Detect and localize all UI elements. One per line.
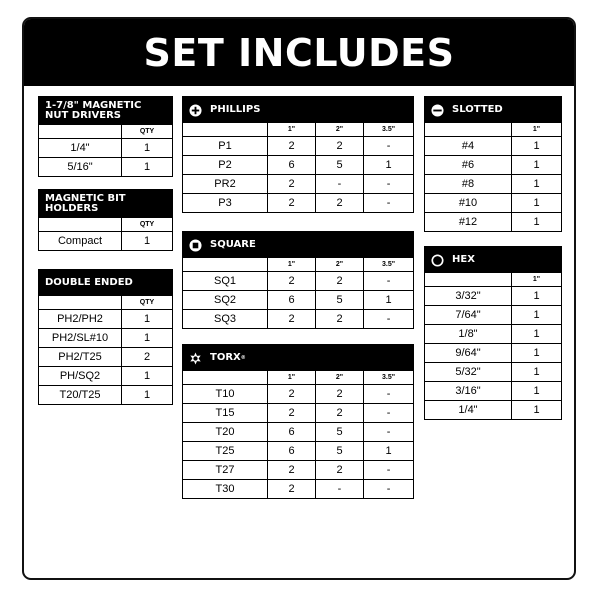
col-header: 1"	[512, 273, 562, 287]
bit-qty: 2	[316, 194, 364, 213]
slotted-title: SLOTTED	[452, 104, 503, 115]
table-row	[39, 367, 173, 386]
table-row	[425, 213, 562, 232]
bit-qty: 5	[316, 442, 364, 461]
table-row	[183, 272, 414, 291]
table-row	[425, 156, 562, 175]
bit-qty: 1	[364, 156, 414, 175]
bit-qty: 1	[512, 344, 562, 363]
bit-name: P3	[183, 194, 268, 213]
bit-qty: 1	[512, 156, 562, 175]
bit-qty: 6	[268, 291, 316, 310]
bit-name: #6	[425, 156, 512, 175]
table-row	[39, 232, 173, 251]
nut-drivers-table	[38, 96, 173, 177]
slotted-icon	[431, 104, 444, 117]
phillips-table	[182, 96, 414, 213]
table-row	[183, 310, 414, 329]
bit-name: T27	[183, 461, 268, 480]
bit-qty: 1	[512, 325, 562, 344]
bit-qty: 2	[316, 272, 364, 291]
bit-qty: 2	[316, 310, 364, 329]
table-row	[183, 291, 414, 310]
phillips-icon	[189, 104, 202, 117]
bit-qty: 5	[316, 423, 364, 442]
square-table	[182, 231, 414, 329]
item-name: T20/T25	[39, 386, 122, 405]
item-name: PH2/T25	[39, 348, 122, 367]
bit-qty: 2	[316, 137, 364, 156]
torx-title: TORX	[210, 352, 241, 363]
bit-qty: 6	[268, 423, 316, 442]
table-row	[425, 306, 562, 325]
bit-qty: 1	[512, 306, 562, 325]
item-qty: 1	[122, 232, 173, 251]
bit-name: 9/64"	[425, 344, 512, 363]
item-qty: 2	[122, 348, 173, 367]
table-row	[183, 480, 414, 499]
item-name: 1/4"	[39, 139, 122, 158]
bit-name: T30	[183, 480, 268, 499]
bit-qty: 2	[268, 385, 316, 404]
bit-qty: 2	[268, 272, 316, 291]
bit-name: SQ2	[183, 291, 268, 310]
item-name: PH/SQ2	[39, 367, 122, 386]
banner-title: SET INCLUDES	[143, 30, 455, 75]
table-row	[425, 401, 562, 420]
bit-name: 3/32"	[425, 287, 512, 306]
table-row	[39, 348, 173, 367]
bit-qty: -	[364, 480, 414, 499]
bit-qty: 2	[268, 175, 316, 194]
table-row	[183, 385, 414, 404]
bit-qty: 1	[364, 442, 414, 461]
col-header: 3.5"	[364, 371, 414, 385]
bit-name: 7/64"	[425, 306, 512, 325]
item-qty: 1	[122, 139, 173, 158]
bit-qty: -	[364, 461, 414, 480]
item-name: PH2/SL#10	[39, 329, 122, 348]
table-row	[183, 461, 414, 480]
registered-mark: ®	[240, 355, 246, 361]
col-header: 2"	[316, 371, 364, 385]
col-header: 2"	[316, 258, 364, 272]
col-header: 1"	[268, 371, 316, 385]
qty-header: QTY	[122, 125, 173, 139]
table-row	[39, 139, 173, 158]
hex-title: HEX	[452, 254, 475, 265]
qty-header: QTY	[122, 296, 173, 310]
double-ended-table	[38, 269, 173, 405]
table-row	[183, 175, 414, 194]
table-row	[183, 442, 414, 461]
slotted-table	[424, 96, 562, 232]
col-header: 3.5"	[364, 123, 414, 137]
bit-qty: -	[364, 272, 414, 291]
bit-qty: 5	[316, 156, 364, 175]
col-header: 1"	[268, 258, 316, 272]
item-name: Compact	[39, 232, 122, 251]
torx-table	[182, 344, 414, 499]
bit-qty: 2	[316, 404, 364, 423]
phillips-title: PHILLIPS	[210, 104, 261, 115]
col-header: 2"	[316, 123, 364, 137]
bit-name: P2	[183, 156, 268, 175]
col-header: 1"	[512, 123, 562, 137]
table-row	[183, 137, 414, 156]
table-row	[425, 363, 562, 382]
table-row	[39, 386, 173, 405]
double-ended-title: DOUBLE ENDED	[39, 270, 173, 296]
table-row	[183, 194, 414, 213]
table-row	[39, 158, 173, 177]
bit-name: T20	[183, 423, 268, 442]
bit-holders-table	[38, 189, 173, 251]
bit-qty: 2	[268, 310, 316, 329]
bit-qty: 2	[268, 404, 316, 423]
item-qty: 1	[122, 158, 173, 177]
nut-drivers-title: 1-7/8" MAGNETIC NUT DRIVERS	[39, 97, 173, 125]
bit-qty: 2	[316, 461, 364, 480]
bit-name: T25	[183, 442, 268, 461]
bit-name: #4	[425, 137, 512, 156]
table-row	[425, 344, 562, 363]
bit-qty: 1	[512, 287, 562, 306]
item-qty: 1	[122, 367, 173, 386]
bit-name: P1	[183, 137, 268, 156]
table-row	[425, 325, 562, 344]
bit-qty: 2	[316, 385, 364, 404]
bit-qty: -	[364, 194, 414, 213]
bit-name: 1/8"	[425, 325, 512, 344]
bit-qty: -	[364, 137, 414, 156]
table-row	[183, 423, 414, 442]
table-row	[425, 287, 562, 306]
bit-qty: -	[316, 175, 364, 194]
table-row	[39, 310, 173, 329]
bit-name: 5/32"	[425, 363, 512, 382]
torx-icon	[189, 352, 202, 365]
col-header: 1"	[268, 123, 316, 137]
bit-qty: 1	[512, 137, 562, 156]
bit-qty: 2	[268, 194, 316, 213]
banner	[24, 19, 574, 86]
bit-qty: -	[364, 175, 414, 194]
bit-qty: 1	[512, 382, 562, 401]
bit-qty: 6	[268, 156, 316, 175]
table-row	[183, 404, 414, 423]
bit-qty: 1	[512, 194, 562, 213]
hex-table	[424, 246, 562, 420]
bit-qty: 2	[268, 461, 316, 480]
bit-qty: 6	[268, 442, 316, 461]
table-row	[39, 329, 173, 348]
bit-name: PR2	[183, 175, 268, 194]
item-qty: 1	[122, 310, 173, 329]
bit-qty: 1	[364, 291, 414, 310]
table-row	[425, 194, 562, 213]
square-icon	[189, 239, 202, 252]
table-row	[425, 175, 562, 194]
bit-name: T10	[183, 385, 268, 404]
bit-qty: 2	[268, 480, 316, 499]
bit-name: #8	[425, 175, 512, 194]
bit-name: 3/16"	[425, 382, 512, 401]
bit-qty: 1	[512, 213, 562, 232]
bit-name: 1/4"	[425, 401, 512, 420]
bit-qty: 5	[316, 291, 364, 310]
bit-name: #10	[425, 194, 512, 213]
col-header: 3.5"	[364, 258, 414, 272]
table-row	[425, 382, 562, 401]
item-name: PH2/PH2	[39, 310, 122, 329]
bit-qty: 1	[512, 401, 562, 420]
qty-header: QTY	[122, 218, 173, 232]
table-row	[425, 137, 562, 156]
bit-name: SQ1	[183, 272, 268, 291]
bit-qty: -	[364, 310, 414, 329]
bit-qty: 1	[512, 175, 562, 194]
hex-icon	[431, 254, 444, 267]
bit-qty: 1	[512, 363, 562, 382]
bit-qty: -	[364, 404, 414, 423]
bit-name: #12	[425, 213, 512, 232]
bit-holders-title: MAGNETIC BIT HOLDERS	[39, 190, 173, 218]
item-qty: 1	[122, 329, 173, 348]
bit-qty: -	[364, 423, 414, 442]
bit-name: T15	[183, 404, 268, 423]
table-row	[183, 156, 414, 175]
bit-qty: -	[316, 480, 364, 499]
item-name: 5/16"	[39, 158, 122, 177]
bit-qty: -	[364, 385, 414, 404]
item-qty: 1	[122, 386, 173, 405]
bit-name: SQ3	[183, 310, 268, 329]
bit-qty: 2	[268, 137, 316, 156]
square-title: SQUARE	[210, 239, 256, 250]
